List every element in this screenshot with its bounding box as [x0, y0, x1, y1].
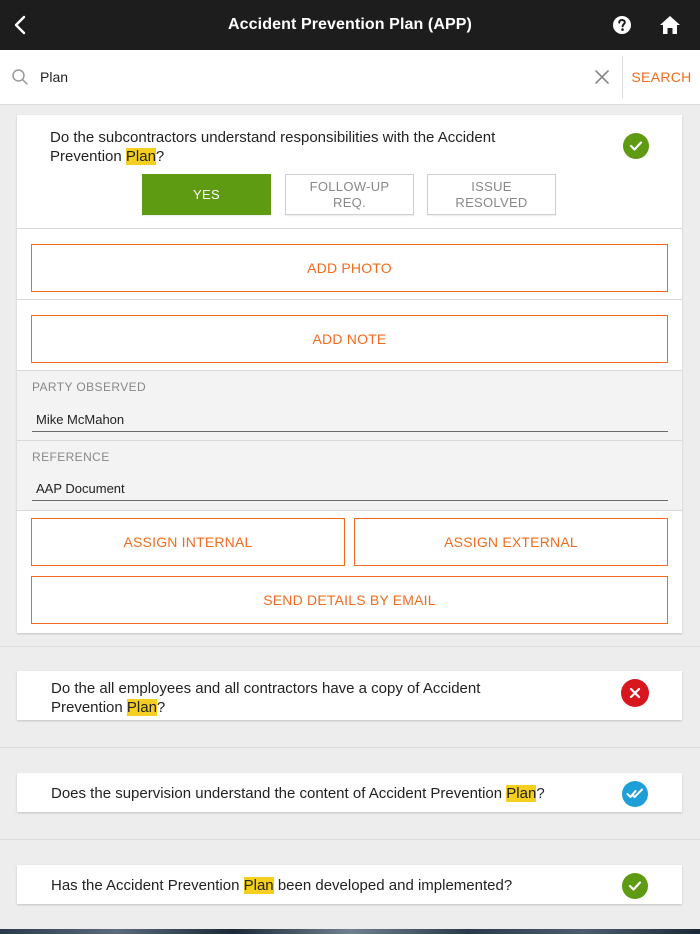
status-cross-icon [621, 679, 649, 707]
question-card[interactable] [17, 773, 682, 812]
answer-yes-button[interactable]: YES [142, 174, 271, 215]
reference-section [17, 441, 682, 510]
help-circle-icon [612, 15, 632, 35]
add-photo-button[interactable]: ADD PHOTO [31, 244, 668, 292]
home-icon [659, 15, 681, 35]
search-highlight: Plan [125, 148, 156, 165]
party-observed-section [17, 371, 682, 440]
assign-external-button[interactable]: ASSIGN EXTERNAL [354, 518, 668, 566]
status-check-icon [623, 133, 649, 159]
section-divider [0, 839, 700, 840]
divider [17, 299, 682, 300]
question-text: Does the supervision understand the content of Accident Prevention Plan? [51, 785, 545, 802]
close-icon [595, 70, 609, 84]
background-image-strip [0, 929, 700, 934]
party-observed-label: PARTY OBSERVED [32, 380, 147, 394]
search-highlight: Plan [243, 877, 274, 894]
search-button[interactable]: SEARCH [631, 69, 692, 85]
search-highlight: Plan [506, 785, 537, 802]
question-card[interactable] [17, 671, 682, 720]
send-details-email-button[interactable]: SEND DETAILS BY EMAIL [31, 576, 668, 624]
assign-internal-button[interactable]: ASSIGN INTERNAL [31, 518, 345, 566]
question-text: Do the subcontractors understand responsibilities with the Accident Prevention Plan? [50, 129, 496, 165]
section-divider [0, 747, 700, 748]
status-double-check-icon [622, 781, 648, 807]
add-note-button[interactable]: ADD NOTE [31, 315, 668, 363]
search-highlight: Plan [126, 699, 157, 716]
clear-search-button[interactable] [590, 65, 614, 89]
help-button[interactable] [608, 11, 636, 39]
divider [17, 228, 682, 229]
reference-field[interactable]: AAP Document [32, 479, 668, 501]
top-bar [0, 0, 700, 50]
party-observed-field[interactable]: Mike McMahon [32, 410, 668, 432]
home-button[interactable] [655, 11, 685, 39]
answer-issue-resolved-button[interactable]: ISSUE RESOLVED [427, 174, 556, 215]
status-check-icon [622, 873, 648, 899]
question-card[interactable] [17, 865, 682, 904]
answer-follow-up-button[interactable]: FOLLOW-UP REQ. [285, 174, 414, 215]
search-input[interactable] [40, 63, 580, 91]
section-divider [0, 646, 700, 647]
divider [17, 510, 682, 511]
search-bar [0, 50, 700, 105]
expanded-question-card [17, 115, 682, 633]
question-text: Has the Accident Prevention Plan been developed and implemented? [51, 877, 513, 894]
reference-label: REFERENCE [32, 450, 110, 464]
page-title: Accident Prevention Plan (APP) [228, 16, 472, 33]
search-icon [11, 68, 29, 86]
question-text: Do the all employees and all contractors have a copy of Accident Prevention Plan? [51, 680, 481, 716]
